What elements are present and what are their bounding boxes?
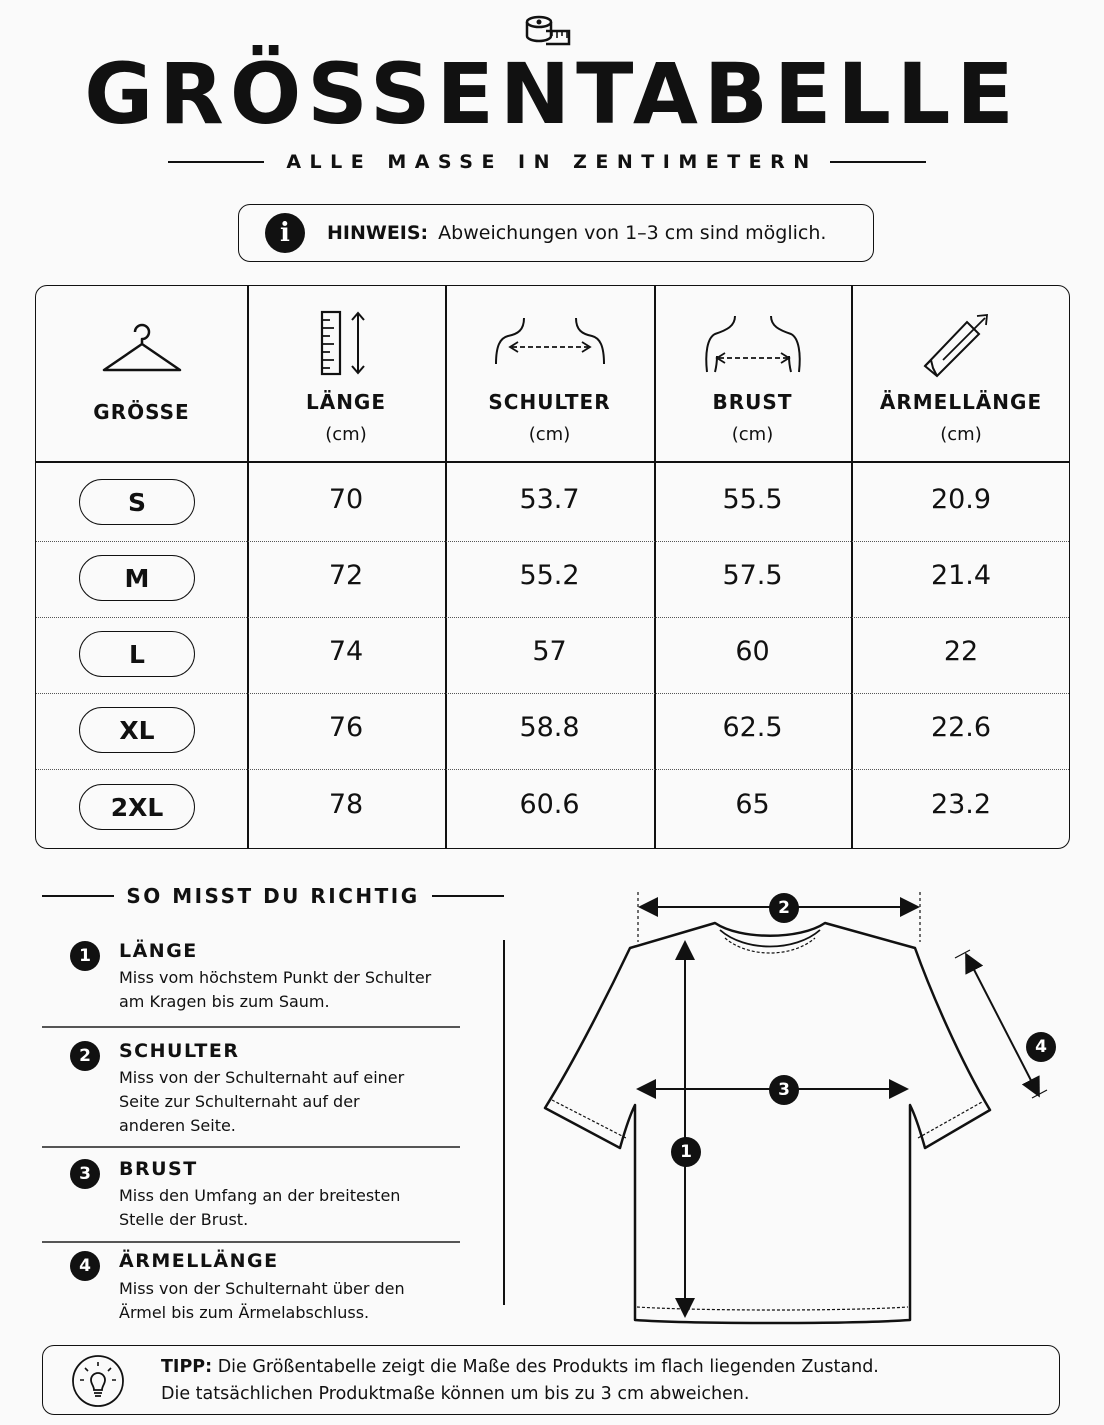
- header-sleeve-label: ÄRMELLÄNGE: [879, 390, 1043, 414]
- length-value: 76: [328, 712, 364, 743]
- step-description: [119, 966, 459, 1014]
- header-length-unit: (cm): [325, 424, 367, 445]
- step-line: Miss von der Schulternaht über den: [119, 1279, 405, 1298]
- header-chest-label: BRUST: [712, 390, 793, 414]
- sleeve-value: 23.2: [930, 789, 992, 820]
- hint-box: [238, 204, 874, 262]
- step-number: 2: [70, 1041, 100, 1071]
- step-divider: [42, 1241, 460, 1243]
- step-line: Seite zur Schulternaht auf der: [119, 1092, 360, 1111]
- sleeve-value: 22.6: [930, 712, 992, 743]
- step-description: [119, 1066, 459, 1138]
- step-line: Miss von der Schulternaht auf einer: [119, 1068, 405, 1087]
- chest-value: 60: [735, 636, 770, 667]
- page-subtitle: ALLE MASSE IN ZENTIMETERN: [286, 151, 818, 173]
- size-pill-s: S: [79, 479, 195, 525]
- hanger-icon: [99, 318, 185, 378]
- header-length-label: LÄNGE: [305, 390, 387, 414]
- ruler-length-icon: [318, 310, 374, 376]
- step-title: BRUST: [119, 1158, 198, 1180]
- chest-value: 65: [735, 789, 770, 820]
- tip-text: Die Größentabelle zeigt die Maße des Produkts im flach liegenden Zustand.: [217, 1357, 879, 1377]
- subtitle-row: [0, 148, 1104, 176]
- size-pill-2xl: 2XL: [79, 784, 195, 830]
- step-line: am Kragen bis zum Saum.: [119, 992, 330, 1011]
- tshirt-diagram: [520, 880, 1100, 1340]
- page-title: GRÖSSENTABELLE: [84, 45, 1020, 143]
- length-value: 78: [328, 789, 364, 820]
- step-number: 4: [70, 1251, 100, 1281]
- row-divider: [36, 769, 1069, 770]
- header-shoulder: [445, 286, 654, 461]
- step-line: Ärmel bis zum Ärmelabschluss.: [119, 1303, 370, 1322]
- sleeve-length-icon: [921, 312, 1001, 378]
- step-title: SCHULTER: [119, 1040, 240, 1062]
- step-description: [119, 1277, 459, 1325]
- chest-value: 55.5: [722, 484, 783, 515]
- shoulder-width-icon: [494, 316, 606, 368]
- step-number: 3: [70, 1159, 100, 1189]
- diagram-marker: 4: [1026, 1032, 1056, 1062]
- header-shoulder-label: SCHULTER: [488, 390, 611, 414]
- header-divider: [36, 461, 1069, 463]
- how-to-title-row: [42, 880, 504, 912]
- size-table: [35, 285, 1070, 849]
- size-pill-xl: XL: [79, 707, 195, 753]
- step-divider: [42, 1146, 460, 1148]
- info-icon: i: [265, 213, 305, 253]
- step-line: Miss vom höchstem Punkt der Schulter: [119, 968, 432, 987]
- length-value: 70: [328, 484, 364, 515]
- row-divider: [36, 617, 1069, 618]
- step-title: LÄNGE: [119, 940, 198, 962]
- step-number: 1: [70, 941, 100, 971]
- step-description: [119, 1184, 459, 1232]
- sleeve-value: 22: [943, 636, 979, 667]
- chest-width-icon: [703, 314, 803, 376]
- header-chest: [654, 286, 851, 461]
- step-divider: [42, 1026, 460, 1028]
- step-line: Miss den Umfang an der breitesten: [119, 1186, 401, 1205]
- step-line: anderen Seite.: [119, 1116, 236, 1135]
- lightbulb-icon: [71, 1354, 125, 1408]
- step-title: ÄRMELLÄNGE: [119, 1250, 279, 1272]
- step-line: Stelle der Brust.: [119, 1210, 249, 1229]
- header-chest-unit: (cm): [731, 424, 774, 445]
- header-length: [247, 286, 445, 461]
- shoulder-value: 53.7: [519, 484, 580, 515]
- sleeve-value: 21.4: [930, 560, 992, 591]
- shoulder-value: 58.8: [519, 712, 580, 743]
- tshirt-outline: [545, 923, 990, 1323]
- tip-box: [42, 1345, 1060, 1415]
- header-size-label: GRÖSSE: [93, 400, 190, 424]
- tip-text-line-1: [161, 1354, 879, 1380]
- shoulder-value: 60.6: [519, 789, 580, 820]
- length-value: 72: [328, 560, 364, 591]
- vertical-divider: [503, 940, 505, 1305]
- chest-value: 62.5: [722, 712, 783, 743]
- how-to-title: SO MISST DU RICHTIG: [126, 884, 420, 908]
- chest-value: 57.5: [722, 560, 783, 591]
- header-sleeve-unit: (cm): [940, 424, 982, 445]
- diagram-marker: 1: [671, 1137, 701, 1167]
- header-shoulder-unit: (cm): [528, 424, 571, 445]
- header-size: [36, 286, 247, 461]
- size-pill-m: M: [79, 555, 195, 601]
- shoulder-value: 57: [532, 636, 567, 667]
- hint-text: Abweichungen von 1–3 cm sind möglich.: [438, 222, 827, 244]
- header-sleeve: [851, 286, 1070, 461]
- length-value: 74: [328, 636, 364, 667]
- row-divider: [36, 693, 1069, 694]
- divider-line-right: [432, 895, 504, 897]
- tip-text-line-2: Die tatsächlichen Produktmaße können um bis zu 3 cm abweichen.: [161, 1384, 750, 1404]
- size-pill-l: L: [79, 631, 195, 677]
- shoulder-value: 55.2: [519, 560, 580, 591]
- diagram-marker: 3: [769, 1075, 799, 1105]
- divider-line-right: [830, 161, 926, 163]
- tip-label: TIPP:: [161, 1357, 213, 1377]
- hint-label: HINWEIS:: [327, 222, 429, 244]
- sleeve-value: 20.9: [930, 484, 992, 515]
- row-divider: [36, 541, 1069, 542]
- diagram-marker: 2: [769, 893, 799, 923]
